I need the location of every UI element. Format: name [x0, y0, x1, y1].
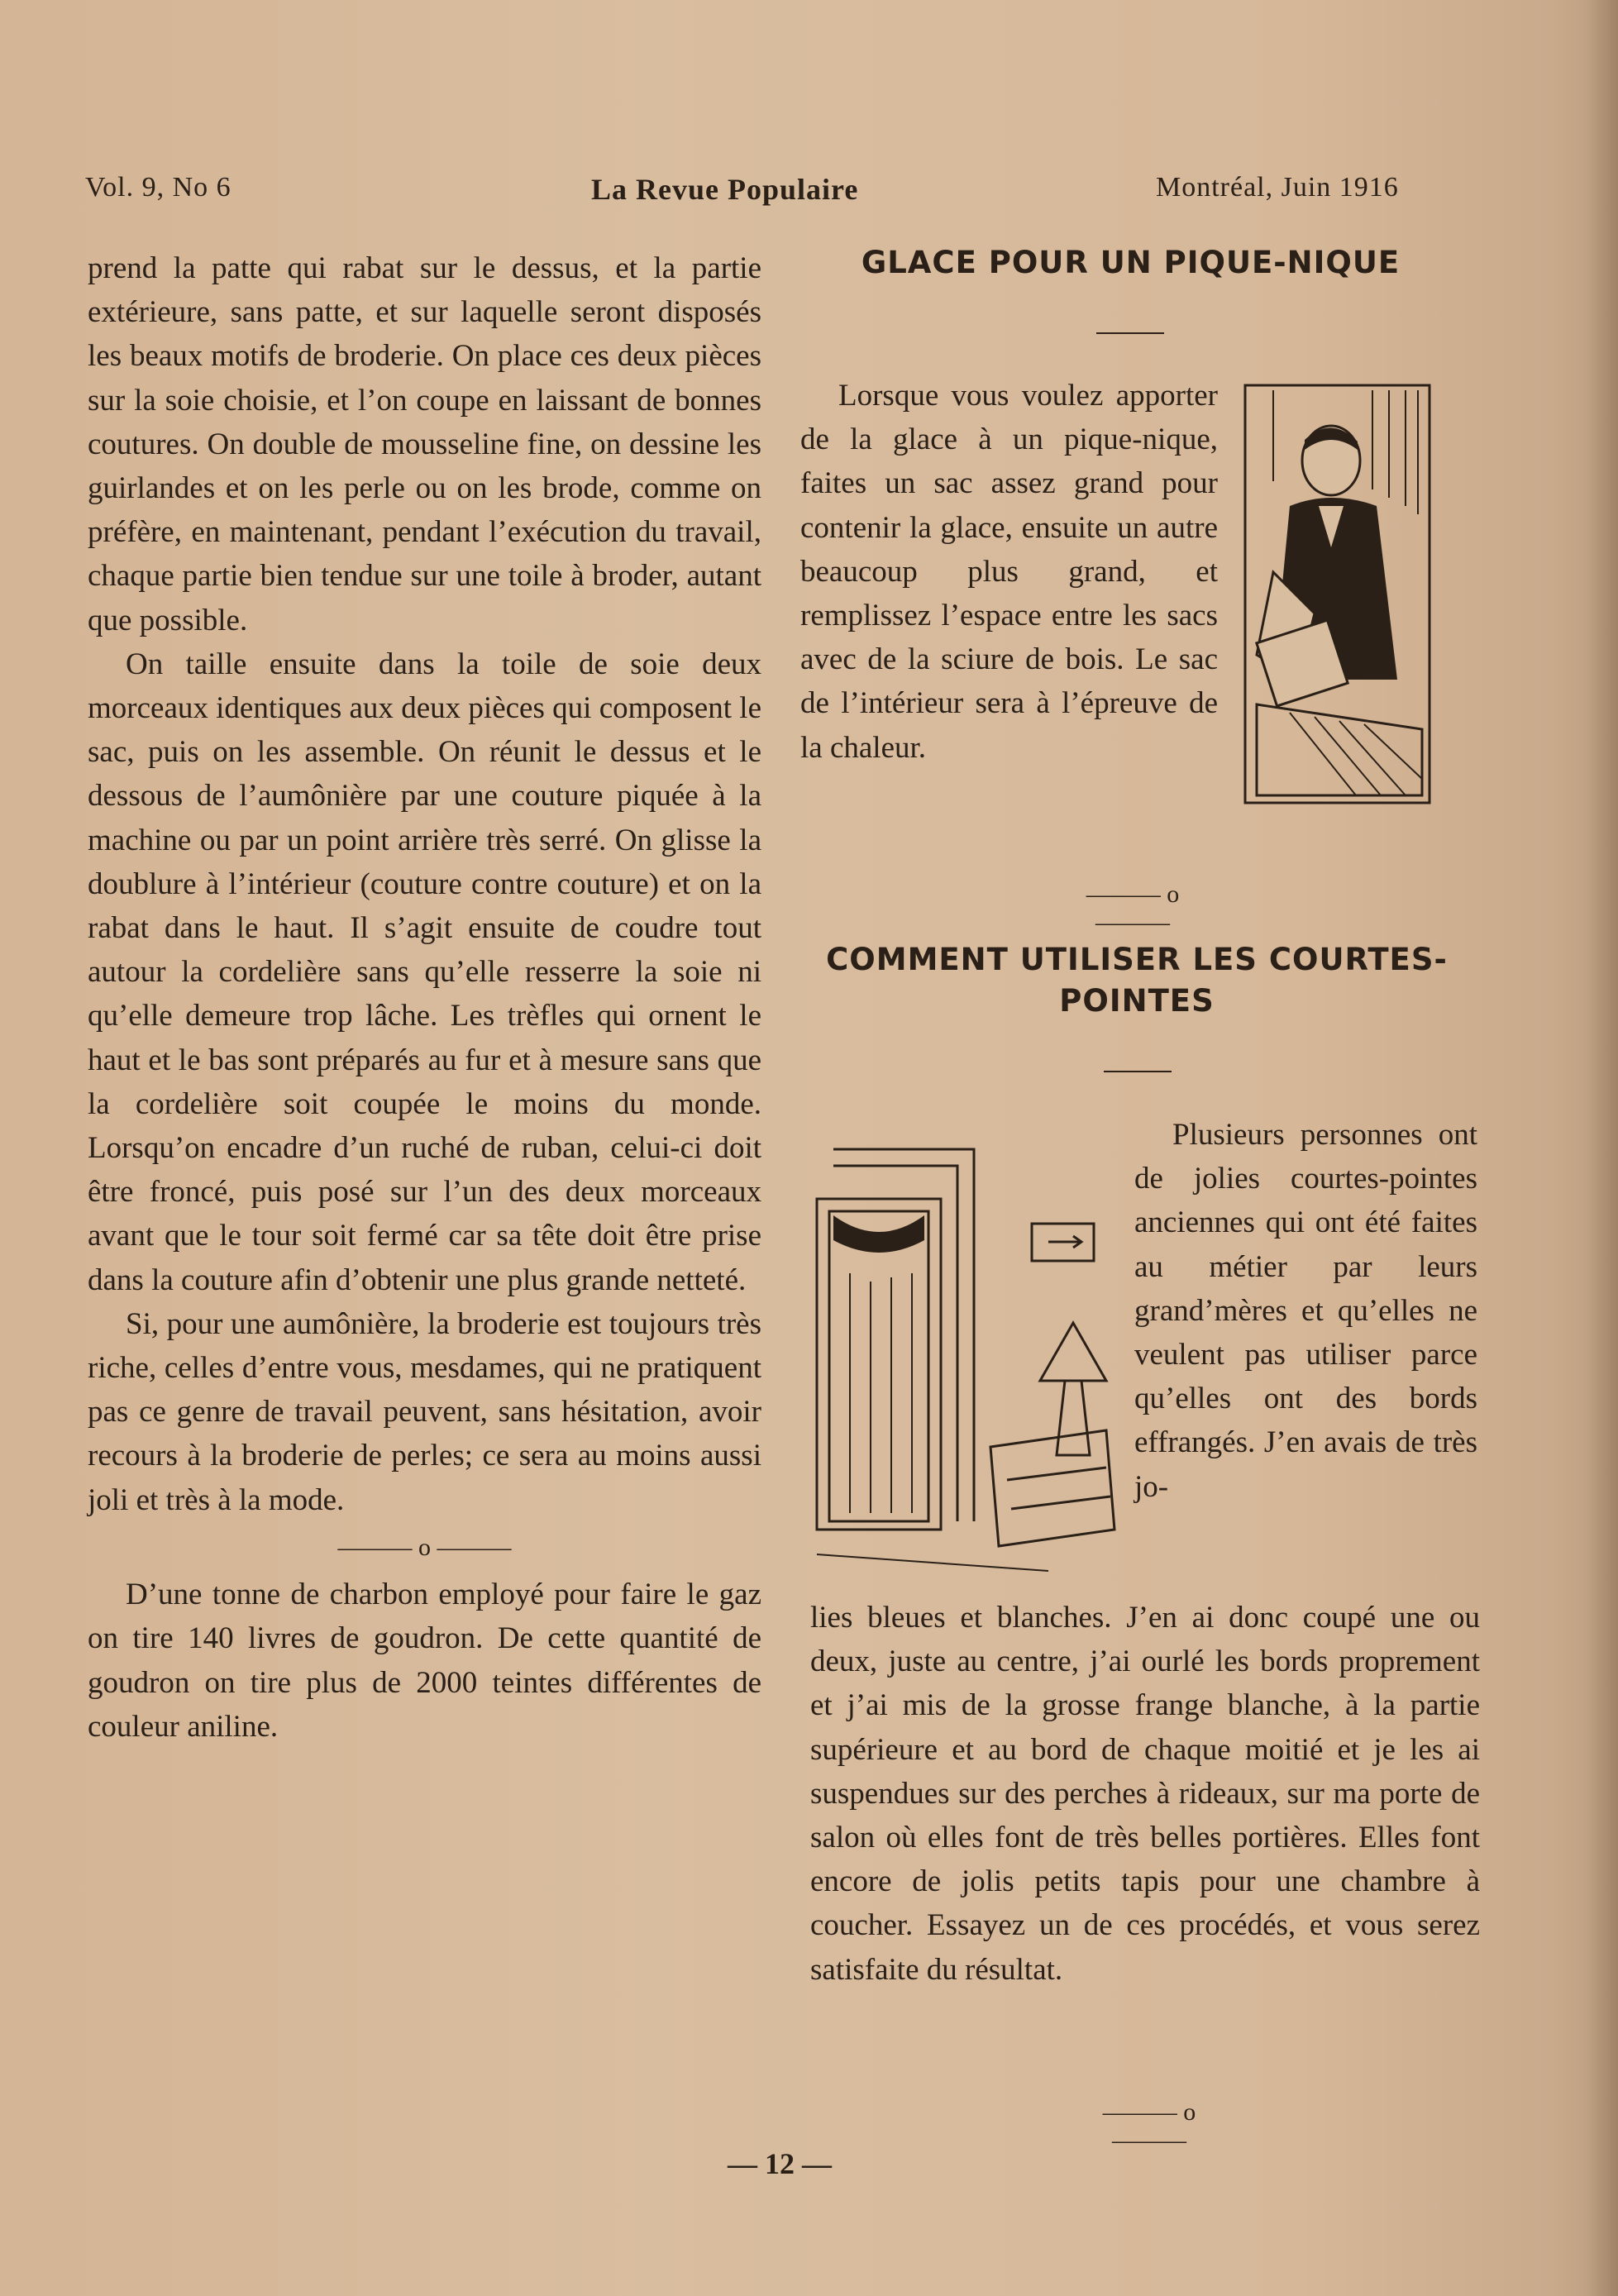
- paragraph: On taille ensuite dans la toile de soie deux morceaux identiques aux deux pièces qui composent le sac, puis on les assemble. On réunit le dessus et le dessous de l’aumônière par une couture piquée à la machine ou par un point arrière très serré. On glisse la doublure à l’intérieur (couture contre couture) et on la rabat dans le haut. Il s’agit ensuite de coudre tout autour la cordelière sans qu’elle resserre la soie ni qu’elle demeure trop lâche. Les trèfles qui ornent le haut et le bas sont préparés au fur et à mesure sans que la cordelière soit coupée le moins du monde. Lorsqu’on encadre d’un ruché de ruban, celui-ci doit être froncé, puis posé sur l’un des deux morceaux avant que le tour soit fermé car sa tête doit être prise dans la couture afin d’obtenir une plus grande netteté.: [88, 647, 761, 1297]
- article-body: [810, 1596, 1480, 1992]
- separator: ——— o ———: [1086, 881, 1180, 936]
- publication-title: La Revue Populaire: [591, 173, 859, 206]
- article-title-line: POINTES: [1059, 983, 1215, 1019]
- article-title-line: COMMENT UTILISER LES COURTES-: [826, 942, 1448, 977]
- paragraph: lies bleues et blanches. J’en ai donc coupé une ou deux, juste au centre, j’ai ourlé les bords proprement et j’ai mis de la grosse frange blanche, à la partie supérieure et au bord de chaque moitié et je les ai suspendues sur des perches à rideaux, sur ma porte de salon où elles font de très belles portières. Elles font encore de jolis petits tapis pour une chambre à coucher. Essayez un de ces procédés, et vous serez satisfaite du résultat.: [810, 1601, 1480, 1987]
- article-title: [794, 939, 1480, 1022]
- article-body-wrapped: [1134, 1113, 1477, 1509]
- page-edge-shadow: [1585, 0, 1618, 2296]
- title-rule: [1096, 332, 1164, 334]
- volume-label: Vol. 9, No 6: [85, 172, 231, 203]
- title-rule: [1104, 1071, 1172, 1072]
- illustration-man-with-ice-bag: [1240, 382, 1434, 808]
- paragraph: Lorsque vous voulez apporter de la glace à un pique-nique, faites un sac assez grand pour contenir la glace, ensuite un autre beaucoup plus grand, et remplissez l’espace entre les sacs avec de la sciure de bois. Le sac de l’intérieur sera à l’épreuve de la chaleur.: [800, 379, 1218, 765]
- separator: ——— o ———: [337, 1533, 512, 1561]
- left-column: [88, 246, 761, 1749]
- page-number: — 12 —: [728, 2147, 832, 2180]
- paragraph: Si, pour une aumônière, la broderie est toujours très riche, celles d’entre vous, mesdames, qui ne pratiquent pas ce genre de travail peuvent, sans hésitation, avoir recours à la broderie de perles; ce sera au moins aussi joli et très à la mode.: [88, 1306, 761, 1517]
- illustration-doorway-with-portiere: [800, 1133, 1123, 1586]
- separator: ——— o ———: [1102, 2098, 1196, 2154]
- paragraph: Plusieurs personnes ont de jolies courtes-pointes anciennes qui ont été faites au métier par leurs grand’mères et qu’elles ne veulent pas utiliser parce qu’elles ont des bords effrangés. J’en avais de très jo-: [1134, 1118, 1477, 1504]
- article-title: GLACE POUR UN PIQUE-NIQUE: [861, 245, 1401, 280]
- paragraph: D’une tonne de charbon employé pour faire le gaz on tire 140 livres de goudron. De cette quantité de goudron on tire plus de 2000 teintes différentes de couleur aniline.: [88, 1578, 761, 1744]
- article-body: [800, 374, 1218, 770]
- issue-date: Montréal, Juin 1916: [1156, 172, 1399, 203]
- paragraph: prend la patte qui rabat sur le dessus, et la partie extérieure, sans patte, et sur laquelle seront disposés les beaux motifs de broderie. On place ces deux pièces sur la soie choisie, et l’on coupe en laissant de bonnes coutures. On double de mousseline fine, on dessine les guirlandes et on les perle ou on les brode, comme on préfère, en maintenant, pendant l’exécution du travail, chaque partie bien tendue sur une toile à broder, autant que possible.: [88, 251, 761, 637]
